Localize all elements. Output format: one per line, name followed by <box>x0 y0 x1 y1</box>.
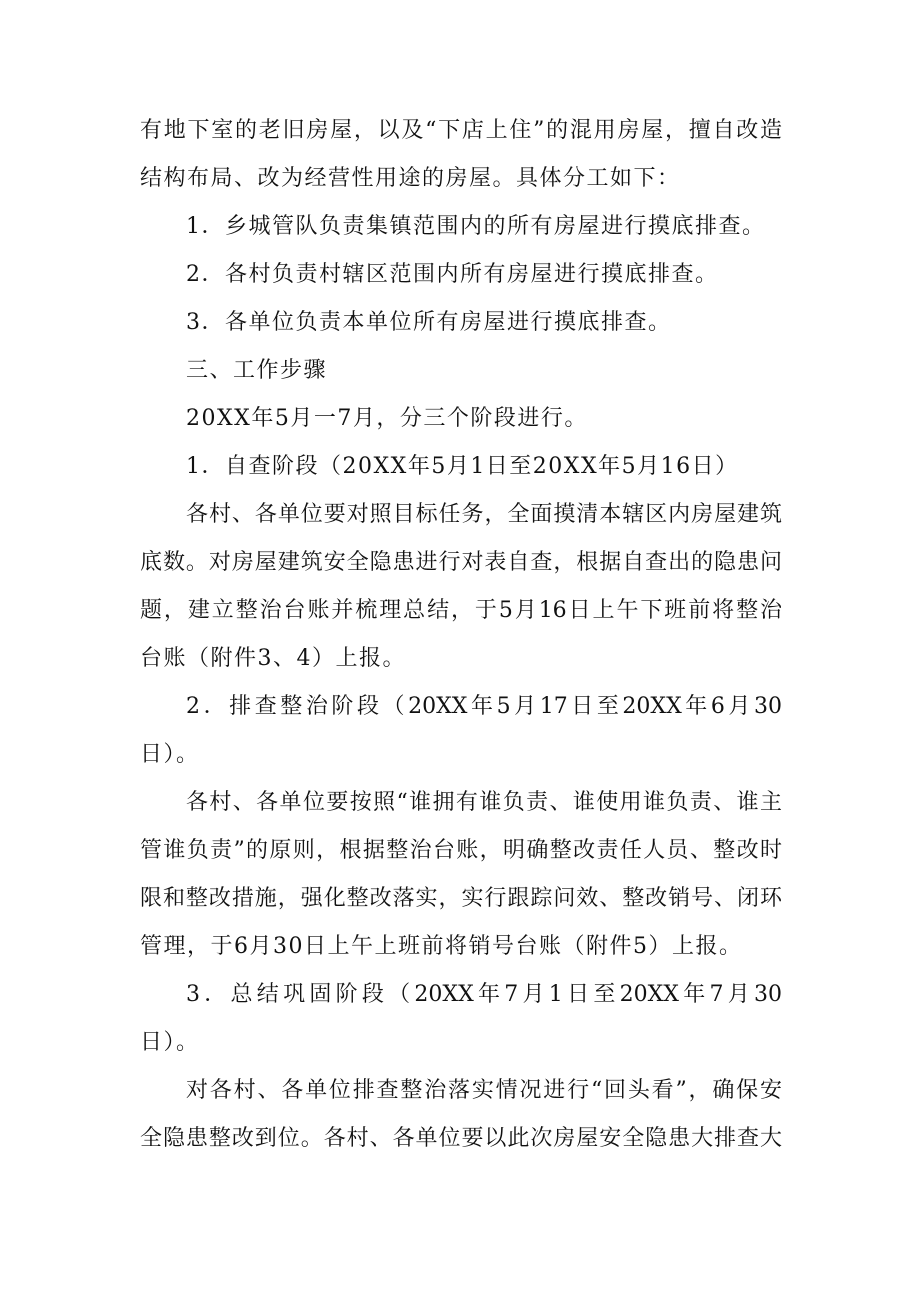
text-line: 各村、各单位要按照“谁拥有谁负责、谁使用谁负责、谁主 <box>186 790 782 815</box>
text-line: 有地下室的老旧房屋，以及“下店上住”的混用房屋，擅自改造 <box>140 118 782 143</box>
stage-heading: 1．自查阶段（20XX年5月1日至20XX年5月16日） <box>186 454 739 479</box>
text-line: 台账（附件3、4）上报。 <box>140 646 406 671</box>
text-line: 底数。对房屋建筑安全隐患进行对表自查，根据自查出的隐患问 <box>140 550 782 575</box>
text-line: 题，建立整治台账并梳理总结，于5月16日上午下班前将整治 <box>140 598 782 623</box>
text-line: 管谁负责”的原则，根据整治台账，明确整改责任人员、整改时 <box>140 838 782 863</box>
text-line: 日）。 <box>140 1030 200 1055</box>
text-line: 限和整改措施，强化整改落实，实行跟踪问效、整改销号、闭环 <box>140 886 782 911</box>
list-item: 1．乡城管队负责集镇范围内的所有房屋进行摸底排查。 <box>186 214 766 239</box>
text-line: 20XX年5月一7月，分三个阶段进行。 <box>186 406 588 431</box>
stage-heading: 2．排查整治阶段（20XX年5月17日至20XX年6月30 <box>186 694 782 719</box>
text-line: 各村、各单位要对照目标任务，全面摸清本辖区内房屋建筑 <box>186 502 782 527</box>
text-line: 结构布局、改为经营性用途的房屋。具体分工如下： <box>140 166 681 191</box>
list-item: 2．各村负责村辖区范围内所有房屋进行摸底排查。 <box>186 262 719 287</box>
text-line: 日）。 <box>140 742 200 767</box>
list-item: 3．各单位负责本单位所有房屋进行摸底排查。 <box>186 310 672 335</box>
text-line: 全隐患整改到位。各村、各单位要以此次房屋安全隐患大排查大 <box>140 1126 782 1151</box>
stage-heading: 3．总结巩固阶段（20XX年7月1日至20XX年7月30 <box>186 982 782 1007</box>
section-heading: 三、工作步骤 <box>186 358 328 383</box>
text-line: 管理，于6月30日上午上班前将销号台账（附件5）上报。 <box>140 934 743 959</box>
text-line: 对各村、各单位排查整治落实情况进行“回头看”，确保安 <box>186 1078 782 1103</box>
